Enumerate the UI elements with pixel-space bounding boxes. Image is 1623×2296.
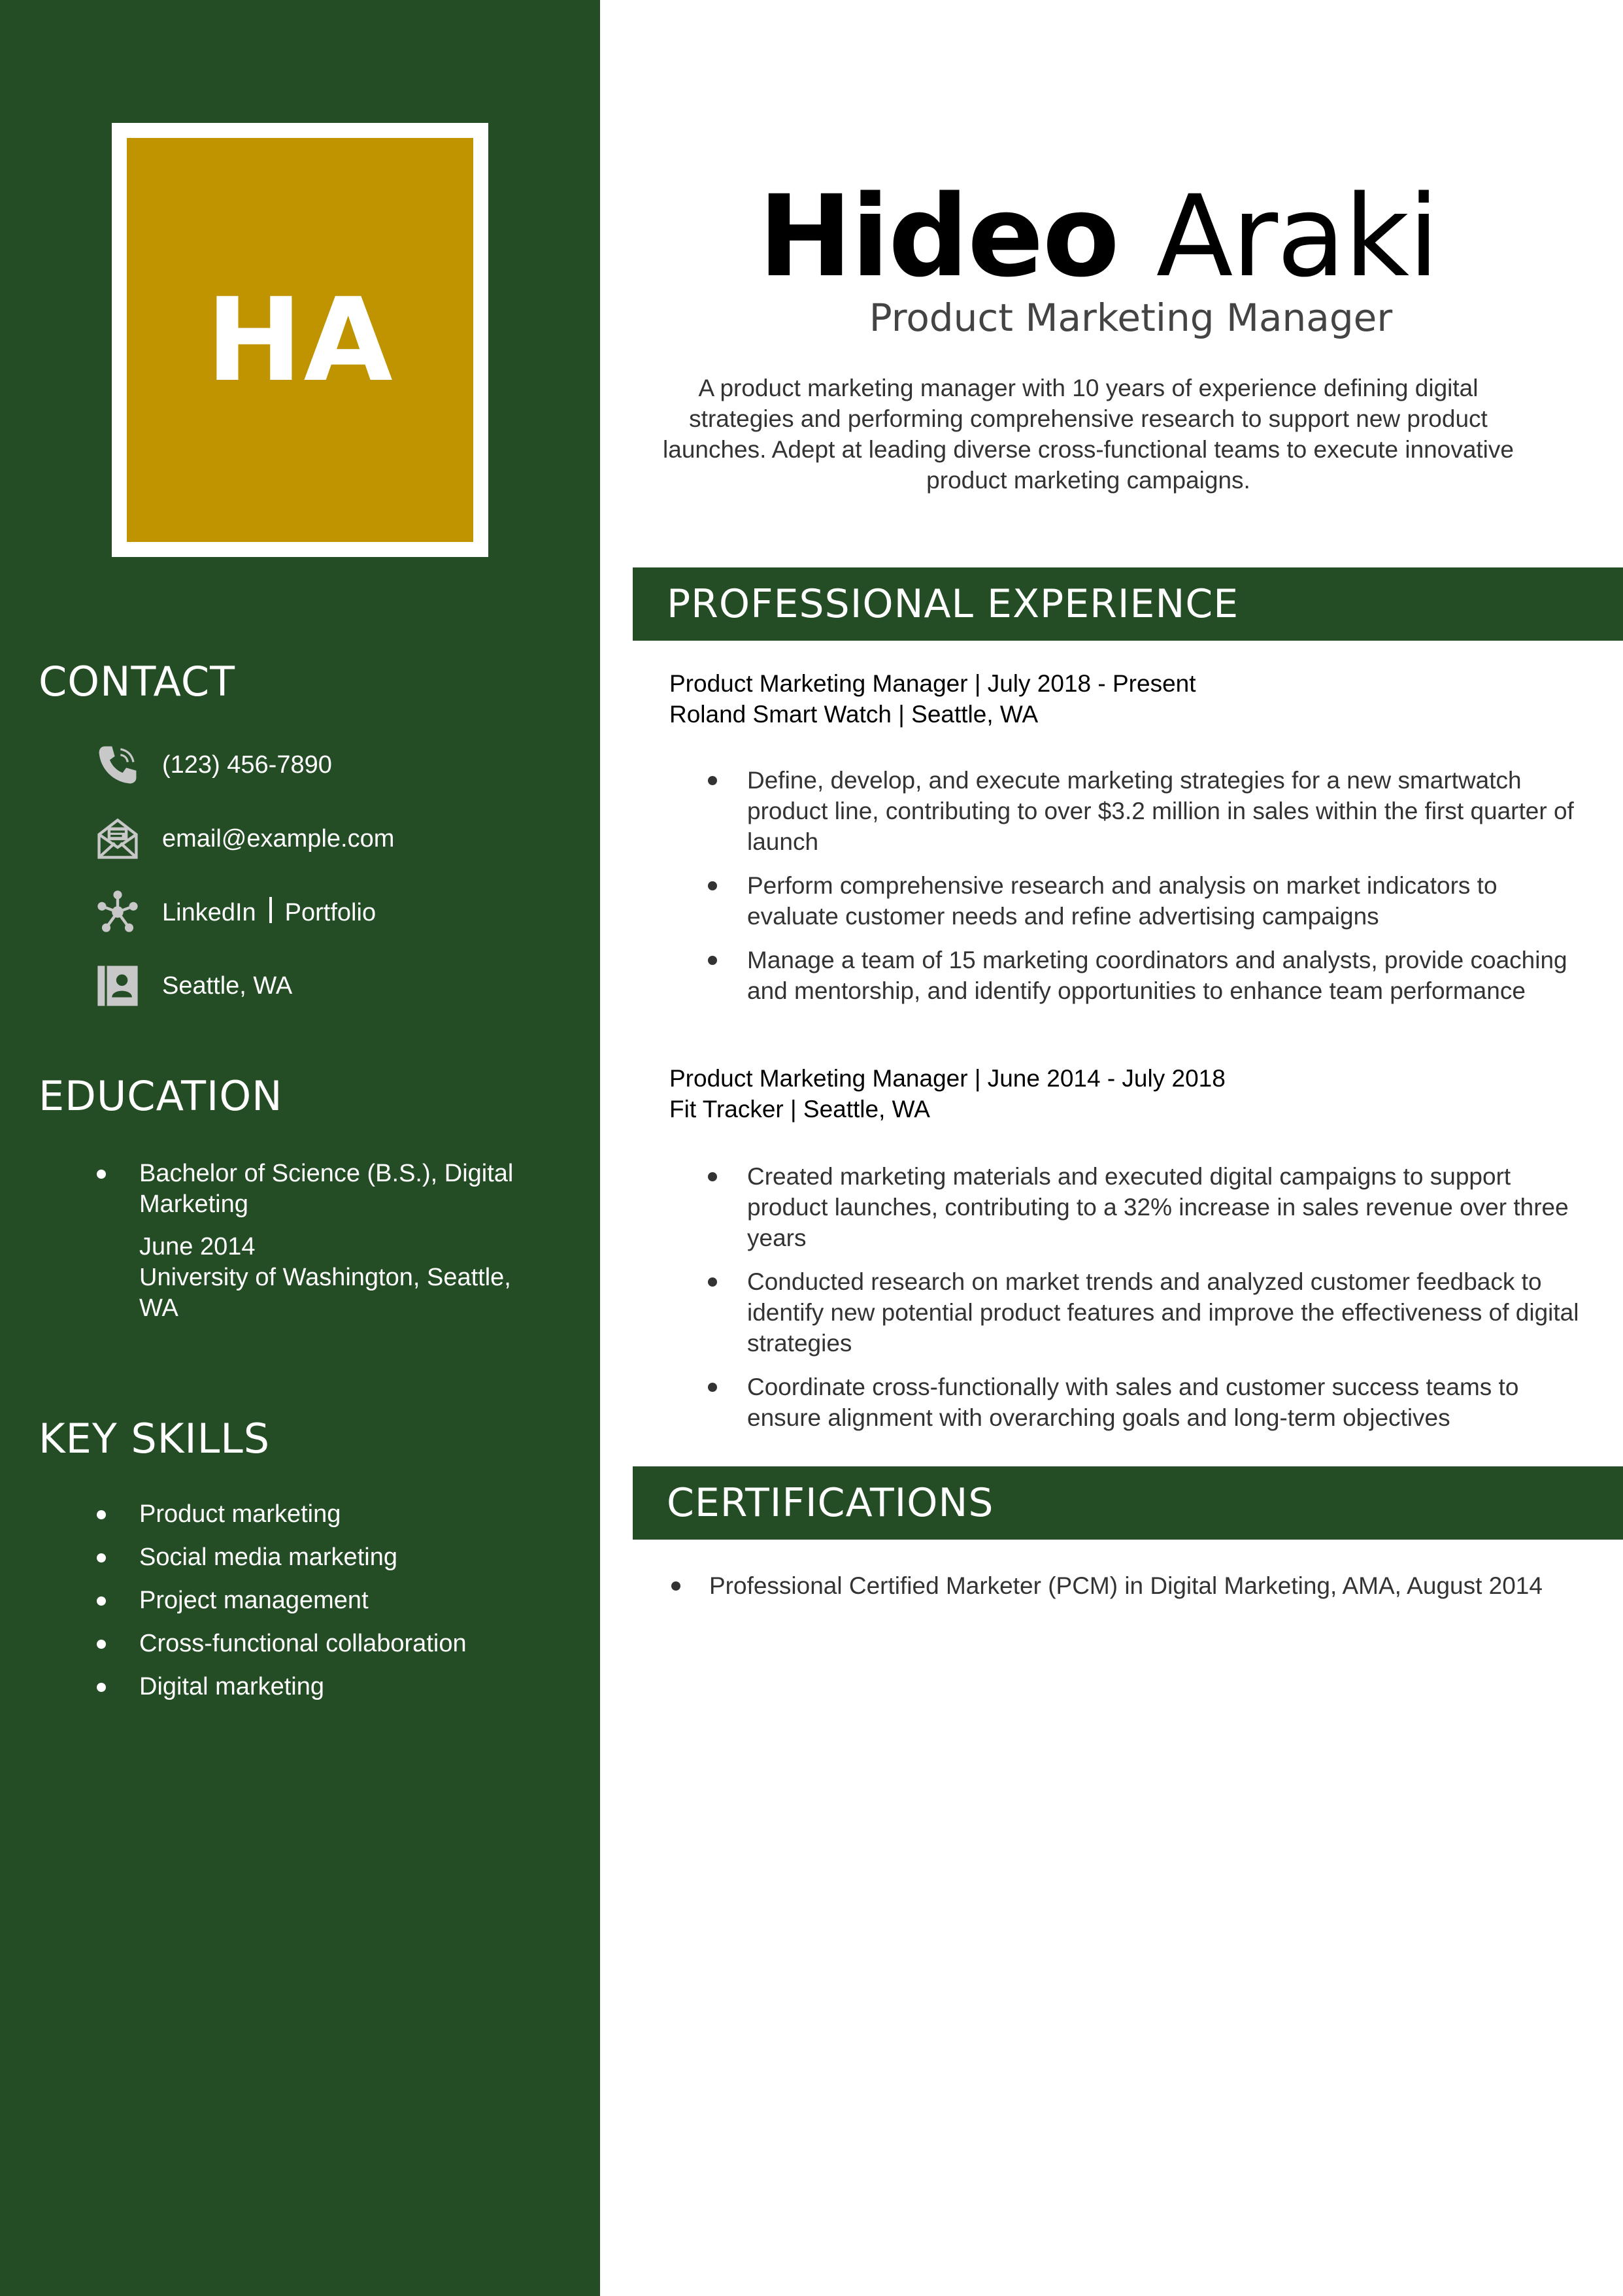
skill-item	[0, 1629, 600, 1659]
job-header	[669, 1063, 1584, 1124]
certification-text: Professional Certified Marketer (PCM) in Digital Marketing, AMA, August 2014	[709, 1572, 1543, 1599]
education-item	[0, 1158, 600, 1324]
job-bullets	[747, 765, 1577, 1019]
job-bullet	[747, 1372, 1584, 1433]
certifications-list	[709, 1570, 1552, 1614]
summary: A product marketing manager with 10 years of experience defining digital strategies and performing comprehensive research to support new product launches. Adept at leading diverse cross-functional teams to execute innovative product marketing campaigns.	[663, 375, 1514, 494]
profile-links	[162, 897, 376, 927]
skill-text: Digital marketing	[139, 1673, 324, 1700]
job-company: Roland Smart Watch | Seattle, WA	[669, 701, 1039, 728]
contact-location	[94, 962, 292, 1009]
certifications-band	[633, 1466, 1623, 1540]
bullet-dot	[97, 1510, 106, 1519]
bullet-text: Manage a team of 15 marketing coordinators and analysts, provide coaching and mentorship, and identify opportunities to enhance team performance	[747, 947, 1567, 1004]
bullet-dot	[671, 1581, 680, 1591]
bullet-dot	[708, 776, 717, 785]
skills-list	[0, 1499, 600, 1702]
bullet-dot	[708, 956, 717, 965]
bullet-dot	[708, 1277, 717, 1287]
skill-text: Social media marketing	[139, 1544, 397, 1571]
portfolio-link[interactable]: Portfolio	[284, 899, 376, 926]
contact-phone	[94, 741, 332, 788]
job-header	[669, 668, 1584, 730]
sidebar	[0, 0, 600, 2296]
skill-item	[0, 1499, 600, 1530]
envelope-icon	[94, 815, 141, 862]
phone-text[interactable]: (123) 456-7890	[162, 751, 332, 779]
job-company: Fit Tracker | Seattle, WA	[669, 1096, 930, 1123]
bullet-dot	[97, 1683, 106, 1692]
certification-item	[709, 1570, 1552, 1601]
monogram: HA	[127, 138, 473, 542]
bullet-text: Created marketing materials and executed digital campaigns to support product launches, contributing to a 32% increase in sales revenue over three years	[747, 1163, 1569, 1251]
bullet-text: Conducted research on market trends and analyzed customer feedback to identify new potential product features and improve the effectiveness of digital strategies	[747, 1268, 1579, 1357]
job-bullet	[747, 945, 1577, 1006]
skill-item	[0, 1672, 600, 1702]
skill-text: Product marketing	[139, 1500, 341, 1528]
bullet-dot	[708, 1172, 717, 1181]
job-role: Product Marketing Manager | June 2014 - July 2018	[669, 1065, 1226, 1092]
bullet-dot	[97, 1596, 106, 1606]
bullet-dot	[708, 881, 717, 890]
education-school: University of Washington, Seattle, WA	[139, 1264, 511, 1322]
contact-card-icon	[94, 962, 141, 1009]
contact-email	[94, 815, 394, 862]
bullet-dot	[97, 1170, 106, 1179]
job-role: Product Marketing Manager | July 2018 - Present	[669, 670, 1196, 697]
last-name: Araki	[1156, 171, 1438, 302]
email-link[interactable]: email@example.com	[162, 824, 395, 853]
certifications-heading: CERTIFICATIONS	[667, 1480, 994, 1526]
location-text: Seattle, WA	[162, 971, 293, 1000]
job-bullets	[747, 1161, 1584, 1446]
job-bullet	[747, 765, 1577, 857]
link-separator	[269, 897, 272, 923]
first-name: Hideo	[758, 171, 1118, 302]
bullet-text: Perform comprehensive research and analysis on market indicators to evaluate customer needs and refine advertising campaigns	[747, 872, 1498, 930]
skill-text: Project management	[139, 1587, 369, 1614]
experience-band	[633, 567, 1623, 641]
contact-links	[94, 888, 376, 936]
job-title: Product Marketing Manager	[869, 295, 1393, 340]
bullet-dot	[97, 1553, 106, 1562]
contact-heading: CONTACT	[39, 658, 236, 705]
job-bullet	[747, 870, 1577, 932]
education-heading: EDUCATION	[39, 1072, 283, 1120]
network-icon	[94, 888, 141, 936]
education-degree: Bachelor of Science (B.S.), Digital Marketing	[139, 1160, 514, 1218]
candidate-name	[627, 171, 1569, 302]
skills-heading: KEY SKILLS	[39, 1415, 271, 1462]
skill-text: Cross-functional collaboration	[139, 1630, 467, 1657]
education-date: June 2014	[139, 1233, 256, 1260]
experience-heading: PROFESSIONAL EXPERIENCE	[667, 581, 1239, 627]
phone-icon	[94, 741, 141, 788]
monogram-frame	[112, 123, 488, 557]
bullet-dot	[708, 1383, 717, 1392]
bullet-text: Coordinate cross-functionally with sales and customer success teams to ensure alignment with overarching goals and long-term objectives	[747, 1374, 1519, 1431]
job-bullet	[747, 1161, 1584, 1253]
bullet-dot	[97, 1640, 106, 1649]
education-list	[0, 1158, 600, 1324]
bullet-text: Define, develop, and execute marketing strategies for a new smartwatch product line, contributing to over $3.2 million in sales within the first quarter of launch	[747, 767, 1574, 855]
skill-item	[0, 1585, 600, 1616]
skill-item	[0, 1542, 600, 1573]
linkedin-link[interactable]: LinkedIn	[162, 899, 256, 926]
job-bullet	[747, 1266, 1584, 1359]
